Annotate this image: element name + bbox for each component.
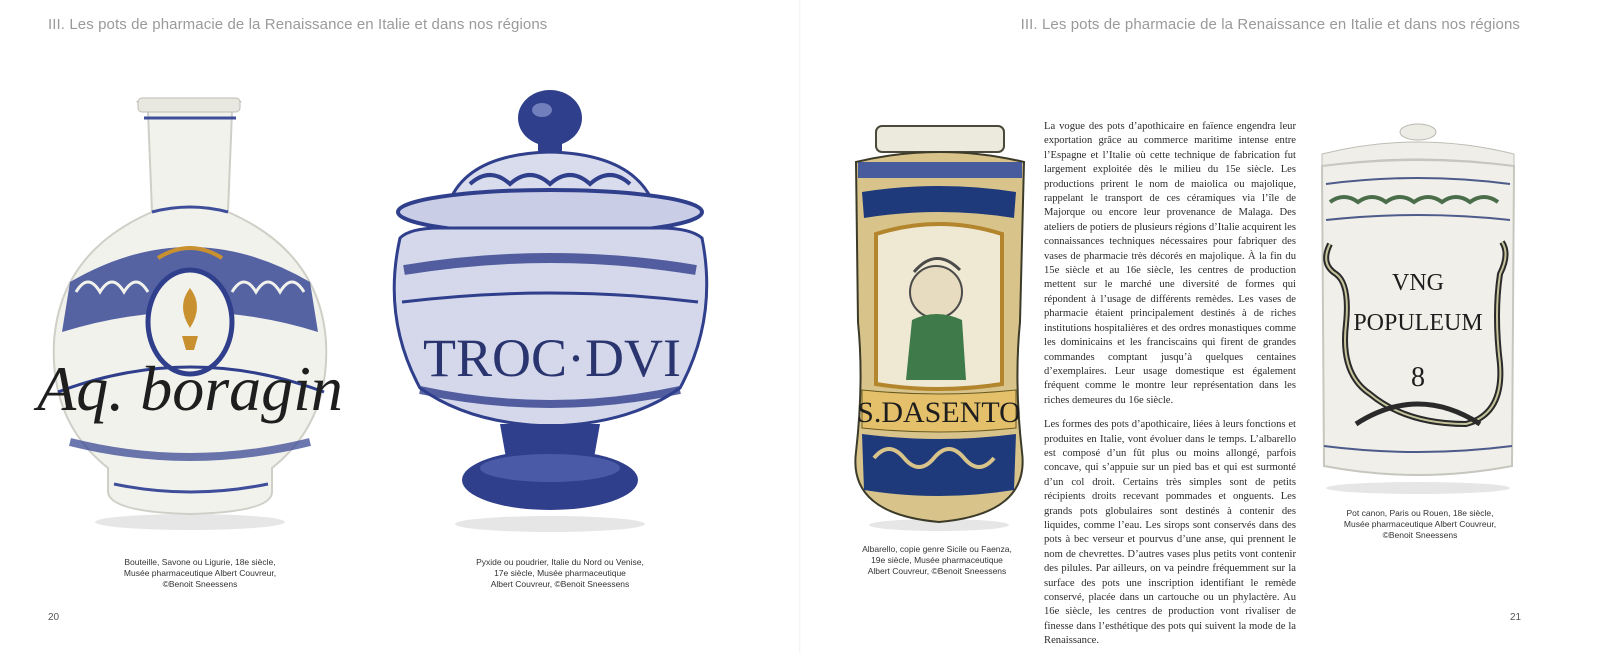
running-head-right: III. Les pots de pharmacie de la Renaissance en Italie et dans nos régions [1020, 16, 1520, 33]
paragraph-1: La vogue des pots d’apothicaire en faïence engendra leur exportation grâce au commerce maritime intense entre l’Espagne et l’Italie où cette technique de fabrication fut largement exploitée dès le milieu du 15e siècle. Les productions prirent le nom de maiolica ou majolique, rappelant le transport de ces céramiques via l’île de Majorque ou encore leur provenance de Malaga. Des ateliers de potiers de plusieurs régions d’Italie acquirent les connaissances techniques nécessaires pour fabriquer des vases de pharmacie très décorés en majolique. À la fin du 15e siècle et au 16e siècle, les centres de production mettent sur le marché une diversité de formes qui répondent à l’usage de différents remèdes. Les vases de pharmacie étaient principalement destinés à de riches institutions hospitalières et des ordres monastiques comme les dominicains et les franciscains qui firent de grandes commandes comptant jusqu’à quelques centaines d’exemplaires. Leur usage domestique est également fréquent comme le montre leur représentation dans les riches demeures du 16e siècle. [1044, 121, 1296, 406]
pot-canon-inscription-line2: POPULEUM [1353, 310, 1483, 336]
caption-pyxide-line3: Albert Couvreur, ©Benoit Sneessens [490, 579, 630, 589]
photo-bottle-boragin [37, 92, 343, 532]
pot-canon-inscription-line3: 8 [1411, 362, 1425, 393]
caption-albarello-line3: Albert Couvreur, ©Benoit Sneessens [867, 566, 1007, 576]
caption-albarello [852, 544, 1022, 577]
caption-bottle-line1: Bouteille, Savone ou Ligurie, 18e siècle, [124, 557, 276, 567]
caption-pot-canon-line3: ©Benoit Sneessens [1382, 530, 1458, 540]
pyxide-illustration [380, 88, 720, 533]
running-head-left: III. Les pots de pharmacie de la Renaissance en Italie et dans nos régions [48, 16, 548, 33]
gutter-shadow [799, 0, 801, 653]
caption-bottle [100, 557, 300, 590]
bottle-inscription: Aq. boragin [37, 353, 343, 424]
albarello-inscription: S.DASENTO [857, 396, 1021, 429]
caption-albarello-line2: 19e siècle, Musée pharmaceutique [871, 555, 1003, 565]
caption-pot-canon [1330, 508, 1510, 541]
caption-bottle-line3: ©Benoit Sneessens [162, 579, 238, 589]
page-number-right: 21 [1510, 612, 1522, 623]
photo-pot-canon [1316, 124, 1521, 494]
caption-pyxide [450, 557, 670, 590]
bottle-illustration [37, 92, 343, 532]
caption-pot-canon-line2: Musée pharmaceutique Albert Couvreur, [1343, 519, 1497, 529]
pyxide-inscription: TROC·DVI [423, 328, 681, 388]
albarello-illustration [844, 122, 1034, 532]
pot-canon-illustration [1316, 124, 1521, 494]
caption-pyxide-line2: 17e siècle, Musée pharmaceutique [494, 568, 626, 578]
paragraph-2: Les formes des pots d’apothicaire, liées à leurs fonctions et produites en Italie, vont évoluer dans le temps. L’albarello est composé d’un fût plus ou moins allongé, parfois concave, qui s’appuie sur un pied bas et qui est surmonté d’un col droit. Certains très simples sont de petits récipients droits recevant pommades et onguents. Les grands pots globulaires sont destinés à contenir des liquides, comme l’eau. Les sirops sont conservés dans des pots à bec verseur et pourvus d’une anse, qui prennent le nom de chevrettes. D’autres vases plus petits vont contenir des pilules. Par ailleurs, on va peindre fréquemment sur la surface des pots une inscription identifiant le remède conservé, placée dans un cartouche ou un phylactère. Au 16e siècle, les centres de production vont rivaliser de finesse dans l’esthétique des pots qui suivent la mode de la Renaissance. [1044, 419, 1296, 647]
body-text [1044, 120, 1296, 649]
photo-albarello [844, 122, 1034, 532]
caption-pot-canon-line1: Pot canon, Paris ou Rouen, 18e siècle, [1346, 508, 1494, 518]
photo-pyxide-trocdvi [380, 88, 720, 533]
caption-pyxide-line1: Pyxide ou poudrier, Italie du Nord ou Venise, [476, 557, 644, 567]
page-number-left: 20 [48, 612, 60, 623]
pot-canon-inscription-line1: VNG [1392, 270, 1444, 296]
caption-albarello-line1: Albarello, copie genre Sicile ou Faenza, [862, 544, 1012, 554]
caption-bottle-line2: Musée pharmaceutique Albert Couvreur, [123, 568, 277, 578]
